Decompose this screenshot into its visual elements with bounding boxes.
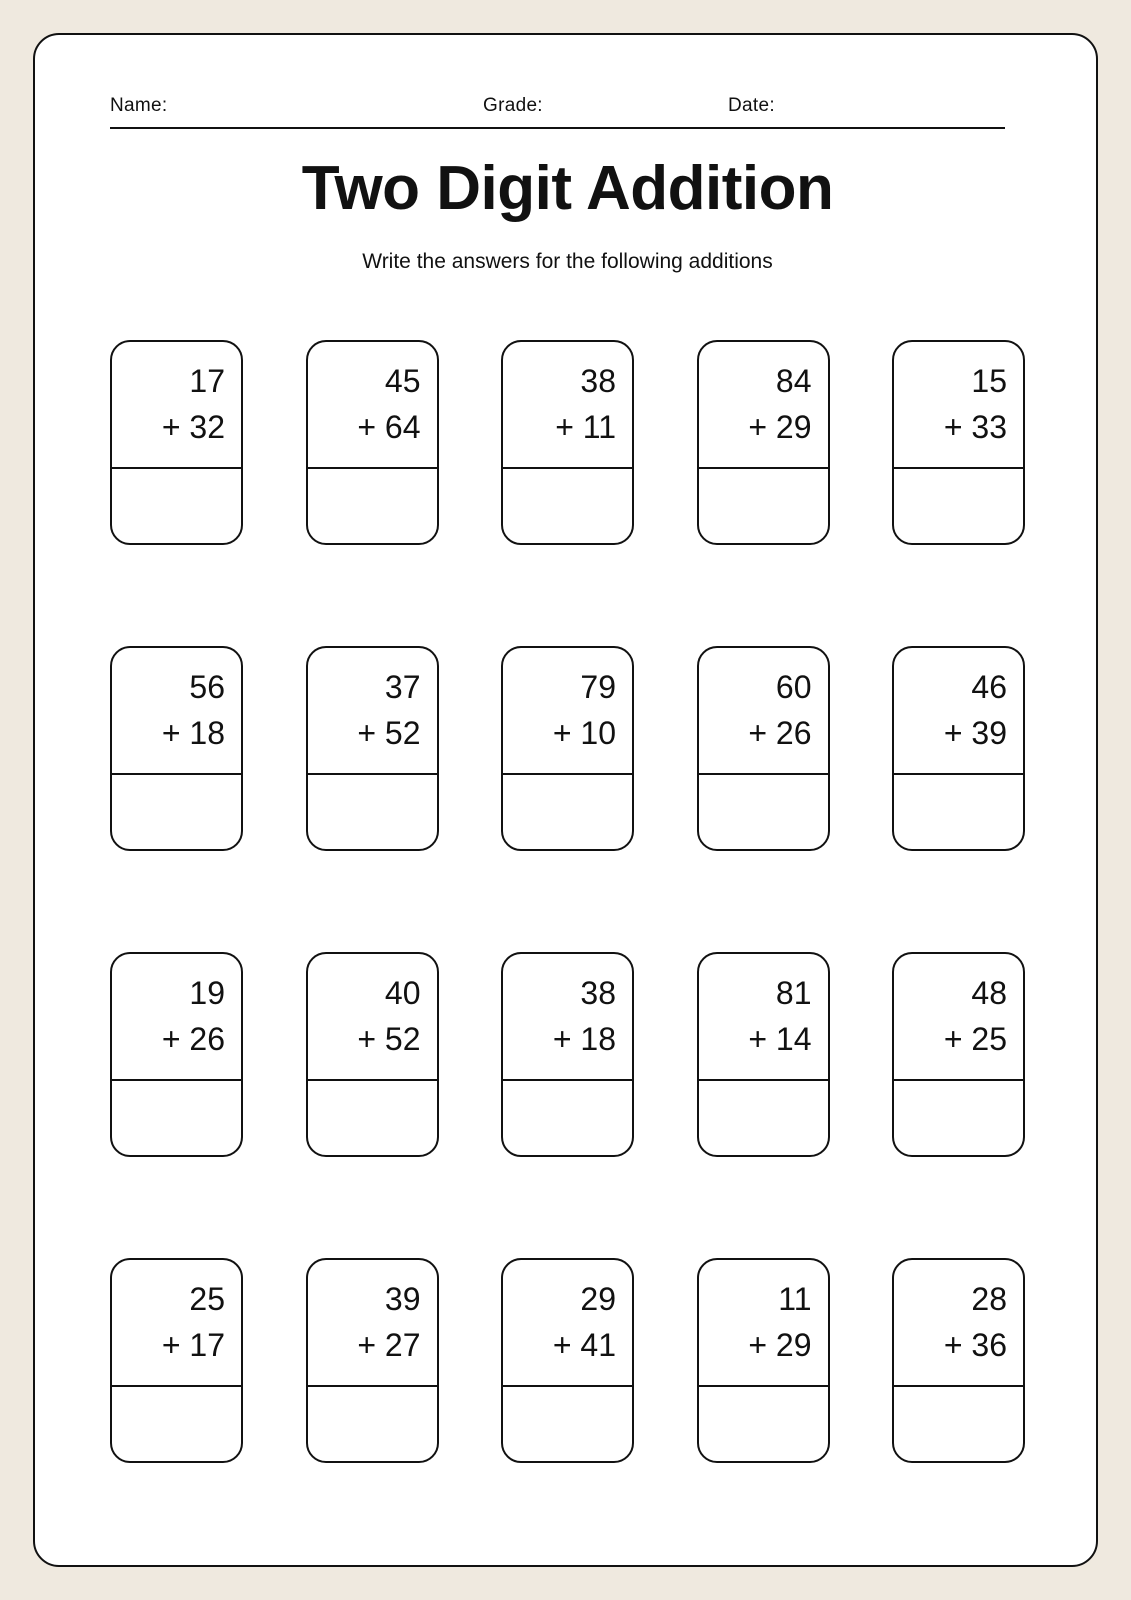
addend-top: 56 bbox=[189, 669, 225, 706]
problem-card bbox=[306, 952, 439, 1157]
addend-top: 79 bbox=[580, 669, 616, 706]
addend-top: 38 bbox=[580, 975, 616, 1012]
addend-top: 45 bbox=[384, 363, 421, 400]
problem-card bbox=[892, 1258, 1025, 1463]
addend-bottom: + 52 bbox=[357, 714, 421, 751]
problem-row bbox=[110, 340, 1025, 545]
problem-expression bbox=[503, 342, 632, 469]
addend-top: 40 bbox=[384, 975, 421, 1012]
addend-top: 84 bbox=[775, 363, 812, 400]
answer-box[interactable] bbox=[699, 1079, 828, 1155]
problem-card bbox=[892, 952, 1025, 1157]
addend-top: 11 bbox=[778, 1281, 812, 1318]
addend-top: 25 bbox=[189, 1281, 225, 1318]
addend-bottom: + 52 bbox=[357, 1020, 421, 1057]
problem-card bbox=[697, 952, 830, 1157]
problem-expression bbox=[894, 954, 1023, 1081]
problem-expression bbox=[308, 1260, 437, 1387]
problem-card bbox=[892, 340, 1025, 545]
answer-box[interactable] bbox=[503, 467, 632, 543]
problem-row bbox=[110, 646, 1025, 851]
addend-bottom: + 29 bbox=[748, 408, 812, 445]
answer-box[interactable] bbox=[308, 1385, 437, 1461]
problem-expression bbox=[308, 342, 437, 469]
answer-box[interactable] bbox=[308, 1079, 437, 1155]
addend-top: 81 bbox=[775, 975, 812, 1012]
addend-top: 19 bbox=[189, 975, 225, 1012]
addend-bottom: + 41 bbox=[552, 1326, 616, 1363]
problem-card bbox=[501, 1258, 634, 1463]
problem-expression bbox=[112, 648, 241, 775]
problem-card bbox=[306, 340, 439, 545]
answer-box[interactable] bbox=[503, 1385, 632, 1461]
problem-expression bbox=[894, 648, 1023, 775]
problem-card bbox=[892, 646, 1025, 851]
problem-card bbox=[501, 340, 634, 545]
problems-grid bbox=[110, 340, 1025, 1463]
problem-expression bbox=[112, 342, 241, 469]
addend-bottom: + 10 bbox=[552, 714, 616, 751]
problem-card bbox=[697, 1258, 830, 1463]
problem-expression bbox=[699, 342, 828, 469]
problem-expression bbox=[699, 954, 828, 1081]
addend-bottom: + 14 bbox=[748, 1020, 812, 1057]
addend-top: 37 bbox=[384, 669, 421, 706]
problem-expression bbox=[503, 1260, 632, 1387]
date-label: Date: bbox=[728, 95, 775, 116]
addend-top: 29 bbox=[580, 1281, 616, 1318]
addend-bottom: + 64 bbox=[357, 408, 421, 445]
name-label: Name: bbox=[110, 95, 168, 116]
addend-bottom: + 33 bbox=[943, 408, 1007, 445]
problem-expression bbox=[308, 954, 437, 1081]
addend-top: 48 bbox=[971, 975, 1007, 1012]
student-info-row bbox=[110, 77, 1005, 129]
problem-expression bbox=[699, 648, 828, 775]
addend-bottom: + 18 bbox=[161, 714, 225, 751]
answer-box[interactable] bbox=[699, 1385, 828, 1461]
problem-card bbox=[306, 646, 439, 851]
addend-bottom: + 29 bbox=[748, 1326, 812, 1363]
answer-box[interactable] bbox=[308, 467, 437, 543]
page-title: Two Digit Addition bbox=[301, 154, 834, 223]
addend-top: 28 bbox=[971, 1281, 1007, 1318]
problem-expression bbox=[112, 954, 241, 1081]
problem-expression bbox=[894, 1260, 1023, 1387]
answer-box[interactable] bbox=[894, 1385, 1023, 1461]
addend-bottom: + 27 bbox=[357, 1326, 421, 1363]
problem-card bbox=[110, 952, 243, 1157]
problem-expression bbox=[112, 1260, 241, 1387]
answer-box[interactable] bbox=[503, 773, 632, 849]
problem-card bbox=[110, 1258, 243, 1463]
addend-top: 38 bbox=[580, 363, 616, 400]
answer-box[interactable] bbox=[112, 773, 241, 849]
problem-card bbox=[110, 646, 243, 851]
addend-bottom: + 39 bbox=[943, 714, 1007, 751]
answer-box[interactable] bbox=[894, 467, 1023, 543]
problem-card bbox=[501, 646, 634, 851]
problem-expression bbox=[699, 1260, 828, 1387]
addend-bottom: + 32 bbox=[161, 408, 225, 445]
problem-card bbox=[697, 340, 830, 545]
addend-bottom: + 36 bbox=[943, 1326, 1007, 1363]
addend-top: 17 bbox=[189, 363, 225, 400]
answer-box[interactable] bbox=[894, 773, 1023, 849]
answer-box[interactable] bbox=[112, 467, 241, 543]
problem-expression bbox=[308, 648, 437, 775]
problem-expression bbox=[894, 342, 1023, 469]
addend-bottom: + 26 bbox=[748, 714, 812, 751]
addend-top: 46 bbox=[971, 669, 1007, 706]
addend-bottom: + 25 bbox=[943, 1020, 1007, 1057]
answer-box[interactable] bbox=[112, 1079, 241, 1155]
answer-box[interactable] bbox=[308, 773, 437, 849]
addend-bottom: + 11 bbox=[555, 408, 616, 445]
addend-top: 15 bbox=[971, 363, 1007, 400]
grade-label: Grade: bbox=[483, 95, 543, 116]
addend-bottom: + 17 bbox=[161, 1326, 225, 1363]
page-subtitle: Write the answers for the following additions bbox=[362, 250, 773, 273]
answer-box[interactable] bbox=[699, 467, 828, 543]
answer-box[interactable] bbox=[503, 1079, 632, 1155]
addend-top: 60 bbox=[775, 669, 812, 706]
answer-box[interactable] bbox=[112, 1385, 241, 1461]
problem-card bbox=[501, 952, 634, 1157]
answer-box[interactable] bbox=[699, 773, 828, 849]
problem-expression bbox=[503, 954, 632, 1081]
addend-top: 39 bbox=[384, 1281, 421, 1318]
answer-box[interactable] bbox=[894, 1079, 1023, 1155]
worksheet-sheet bbox=[33, 33, 1098, 1567]
problem-card bbox=[697, 646, 830, 851]
addend-bottom: + 18 bbox=[552, 1020, 616, 1057]
problem-card bbox=[306, 1258, 439, 1463]
addend-bottom: + 26 bbox=[161, 1020, 225, 1057]
problem-expression bbox=[503, 648, 632, 775]
problem-card bbox=[110, 340, 243, 545]
problem-row bbox=[110, 1258, 1025, 1463]
problem-row bbox=[110, 952, 1025, 1157]
